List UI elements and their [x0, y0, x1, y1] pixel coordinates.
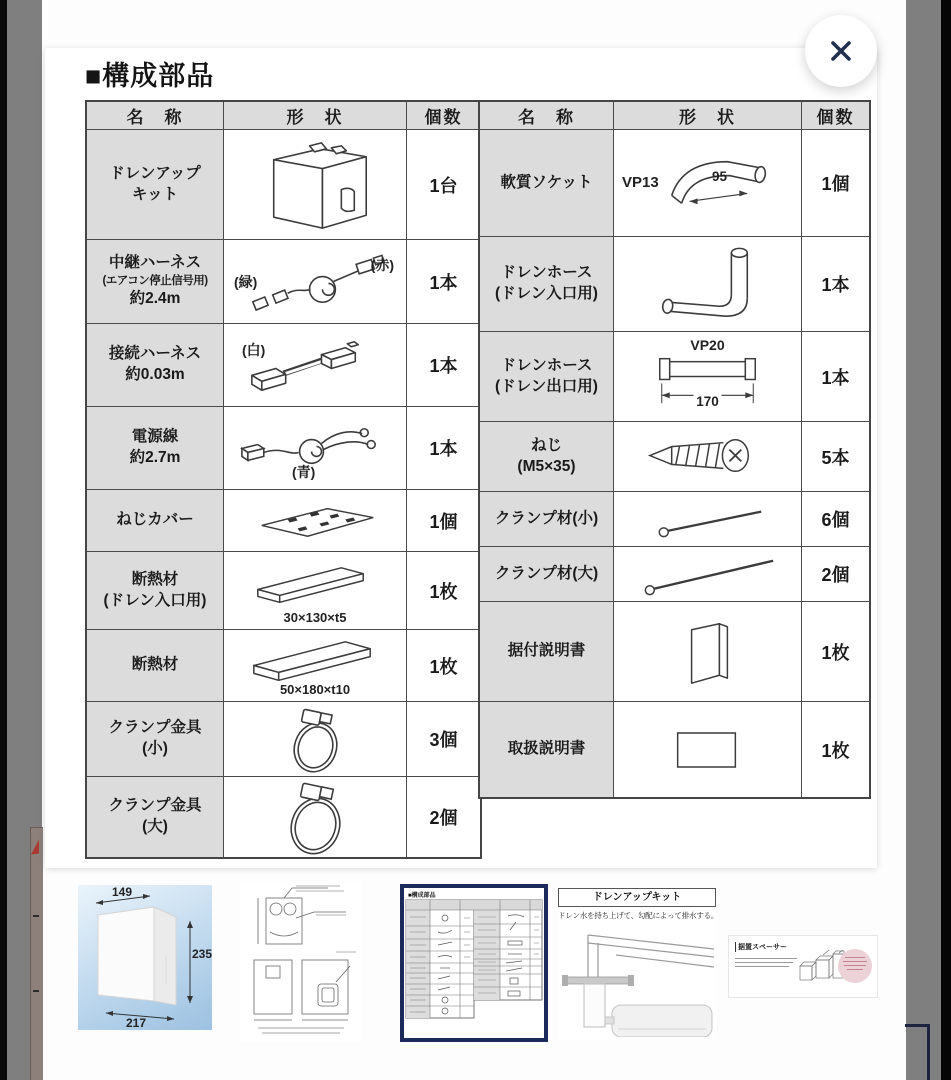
cable-tie-drawing [614, 547, 801, 601]
part-shape-cell [614, 332, 802, 422]
drain-hose-elbow-drawing [614, 237, 801, 331]
table-header [87, 102, 480, 130]
part-shape-cell [614, 547, 802, 602]
left-black-edge [0, 0, 7, 1080]
spacer-note-badge [838, 949, 872, 983]
header-shape: 形 状 [224, 102, 407, 130]
parts-table-right [478, 100, 871, 799]
part-qty: 1台 [407, 130, 480, 240]
table-row [87, 324, 480, 407]
thumbnail-spacer-card[interactable] [728, 935, 878, 998]
spacer-text-line [735, 966, 789, 967]
part-name: ドレンホース (ドレン出口用) [480, 332, 614, 422]
part-name: 軟質ソケット [480, 130, 614, 237]
header-qty: 個数 [407, 102, 480, 130]
part-qty: 5本 [802, 422, 869, 492]
part-name: 据付説明書 [480, 602, 614, 702]
part-shape-cell [224, 407, 407, 490]
part-shape-cell [614, 130, 802, 237]
thumbnail-dimension-drawing[interactable] [240, 882, 362, 1042]
wire-color-label: (白) [242, 342, 266, 358]
part-shape-cell [224, 240, 407, 324]
part-name: ねじ (M5×35) [480, 422, 614, 492]
part-qty: 1枚 [407, 552, 480, 630]
kit-diagram-caption: ドレン水を持ち上げて、勾配によって排水する。 [558, 911, 719, 920]
table-row [480, 602, 869, 702]
mini-parts-table [404, 888, 544, 1034]
part-name: 中継ハーネス (エアコン停止信号用) 約2.4m [87, 240, 224, 324]
part-name: ねじカバー [87, 490, 224, 552]
part-qty: 1個 [802, 130, 869, 237]
height-dimension: 235 [191, 947, 212, 961]
part-name: クランプ金具 (大) [87, 777, 224, 857]
installation-manual-drawing [614, 602, 801, 701]
parts-dialog [45, 48, 877, 868]
width-dimension: 149 [112, 885, 133, 899]
dimension-label: 30×130×t5 [283, 610, 347, 625]
part-shape-cell [224, 630, 407, 702]
spacer-text-line [735, 958, 797, 959]
spacer-card-title: 据置スペーサー [735, 942, 787, 952]
header-shape: 形 状 [614, 102, 802, 130]
part-qty: 1本 [407, 324, 480, 407]
clamp-fitting-drawing [224, 777, 406, 857]
part-qty: 1本 [407, 240, 480, 324]
part-name: 取扱説明書 [480, 702, 614, 797]
right-gray-strip [906, 0, 941, 1080]
table-row [480, 332, 869, 422]
part-shape-cell [614, 602, 802, 702]
header-qty: 個数 [802, 102, 869, 130]
part-shape-cell [614, 237, 802, 332]
part-shape-cell [614, 492, 802, 547]
page-title: ■構成部品 [85, 61, 215, 91]
part-shape-cell [224, 324, 407, 407]
part-qty: 3個 [407, 702, 480, 777]
part-qty: 1本 [802, 237, 869, 332]
part-qty: 1枚 [407, 630, 480, 702]
part-name: クランプ金具 (小) [87, 702, 224, 777]
part-shape-cell [224, 130, 407, 240]
thumbnail-product-photo[interactable] [78, 885, 212, 1030]
part-name: クランプ材(小) [480, 492, 614, 547]
part-shape-cell [224, 552, 407, 630]
cable-tie-drawing [614, 492, 801, 546]
dimension-label: 95 [712, 169, 728, 184]
table-row [87, 777, 480, 857]
screw-cover-drawing [224, 490, 406, 551]
part-name: ドレンホース (ドレン入口用) [480, 237, 614, 332]
table-row [87, 630, 480, 702]
table-row [480, 422, 869, 492]
part-qty: 1枚 [802, 602, 869, 702]
table-row [480, 702, 869, 797]
part-shape-cell [224, 777, 407, 857]
wire-color-label: (緑) [234, 274, 258, 290]
table-row [87, 552, 480, 630]
mini-table-title: ■構成部品 [408, 893, 436, 899]
table-row [87, 407, 480, 490]
part-qty: 1本 [802, 332, 869, 422]
header-name: 名 称 [87, 102, 224, 130]
close-button[interactable] [805, 15, 877, 87]
table-row [87, 702, 480, 777]
table-row [87, 130, 480, 240]
drain-up-kit-drawing [224, 130, 406, 239]
table-row [480, 237, 869, 332]
part-qty: 2個 [429, 808, 458, 828]
table-row [87, 240, 480, 324]
dimension-label: 170 [696, 394, 719, 409]
dimension-label: 50×180×t10 [279, 682, 351, 697]
part-qty: 1枚 [821, 740, 850, 761]
part-name: 断熱材 (ドレン入口用) [87, 552, 224, 630]
kit-diagram-title: ドレンアップキット [558, 888, 716, 907]
background-card-text-mark [33, 990, 39, 992]
table-header [480, 102, 869, 130]
header-name: 名 称 [480, 102, 614, 130]
part-shape-cell [614, 422, 802, 492]
part-qty: 1個 [407, 490, 480, 552]
part-shape-cell [614, 702, 802, 797]
background-card-edge [30, 827, 43, 1080]
connection-harness-drawing [224, 324, 406, 406]
part-shape-cell [224, 702, 407, 777]
part-name: 電源線 約2.7m [87, 407, 224, 490]
thumbnail-kit-diagram[interactable] [558, 888, 719, 1040]
table-row [480, 547, 869, 602]
part-name: 断熱材 [87, 630, 224, 702]
depth-dimension: 217 [126, 1016, 147, 1030]
background-frame-corner [927, 1024, 930, 1080]
background-card-red-mark [31, 839, 39, 854]
table-row [480, 492, 869, 547]
wire-color-label: (青) [292, 464, 316, 480]
kit-illustration [558, 921, 716, 1037]
part-qty: 1本 [407, 407, 480, 490]
technical-drawing [240, 882, 362, 1042]
part-shape-cell [224, 490, 407, 552]
screw-drawing [614, 422, 801, 491]
clamp-fitting-drawing [224, 702, 406, 776]
parts-table-left [85, 100, 482, 859]
part-name: クランプ材(大) [480, 547, 614, 602]
thumbnail-parts-table-selected[interactable] [400, 884, 548, 1042]
part-qty: 2個 [802, 547, 869, 602]
pipe-size-label: VP20 [690, 337, 725, 353]
part-name: 接続ハーネス 約0.03m [87, 324, 224, 407]
background-card-text-mark [33, 915, 39, 917]
close-icon [821, 31, 861, 71]
table-row [87, 490, 480, 552]
right-black-edge [941, 0, 951, 1080]
table-row [480, 130, 869, 237]
part-qty: 6個 [802, 492, 869, 547]
wire-color-label: (赤) [370, 257, 394, 273]
user-manual-drawing [614, 702, 801, 797]
pipe-size-label: VP13 [622, 174, 659, 191]
spacer-text-line [735, 962, 793, 963]
part-name: ドレンアップ キット [87, 130, 224, 240]
